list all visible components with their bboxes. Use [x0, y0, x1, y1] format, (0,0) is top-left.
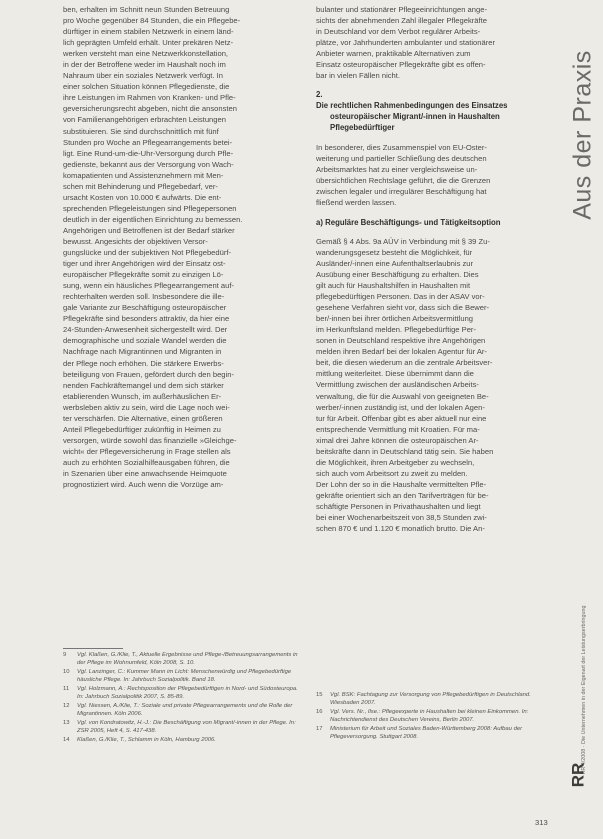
- text-line: gale Variante zur Beschäftigung osteuropäischer: [63, 303, 227, 313]
- text-line: pro Woche gegenüber 84 Stunden, die ein Pflegebe-: [63, 16, 241, 26]
- text-line: ber/-innen bei ihrer örtlichen Arbeitsvermittlung: [316, 314, 474, 324]
- section-title-line: Die rechtlichen Rahmenbedingungen des Einsatzes: [316, 101, 508, 111]
- footnote: [63, 737, 301, 745]
- text-line: Nachfrage nach Migrantinnen und Migranten in: [63, 347, 222, 357]
- text-line: Ausübung einer Beschäftigung zu erhalten. Dies: [316, 269, 479, 279]
- footnote: [316, 726, 556, 742]
- text-line: werber/-innen zuständig ist, und der lokalen Agen-: [316, 402, 485, 412]
- text-line: substituieren. Sie sind durchschnittlich mit fünf: [63, 126, 219, 136]
- text-line: In besonderer, dies Zusammenspiel von EU-Oster-: [316, 142, 487, 152]
- journal-logo: RR: [568, 762, 588, 788]
- text-line: sichts der abnehmenden Zahl illegaler Pflegekräfte: [316, 16, 487, 26]
- section-heading-2: [316, 90, 556, 133]
- text-line: wanderungsgesetz besteht die Möglichkeit, für: [316, 247, 473, 257]
- page-number: 313: [535, 818, 548, 827]
- footnote: [63, 703, 301, 719]
- right-intro-paragraph: [316, 4, 556, 81]
- footnote-text: Vgl. Holzmann, A.: Rechtsposition der Pflegebedürftigen in Nord- und Südosteuropa. In: Jahrbuch Sozialpolitik 2007, S. 85-89.: [77, 686, 298, 700]
- text-line: komapatienten und Assistenznehmern mit Men-: [63, 170, 224, 180]
- text-line: europäischer Pflegekräfte somit zu einzigen Lö-: [63, 270, 224, 280]
- footnote-number: 10: [63, 669, 70, 676]
- text-line: tiger und ihrer Angehörigen wird der Einsatz ost-: [63, 259, 226, 269]
- text-line: der Pflege noch erhöhen. Die stärkere Erwerbs-: [63, 358, 224, 368]
- text-line: prognostiziert wird. Auch wenn die Vorzüge am-: [63, 480, 224, 490]
- footnote-number: 9: [63, 652, 67, 658]
- text-line: mittlung weiterleitet. Diese übernimmt dann die: [316, 369, 474, 379]
- text-line: deutlich in der eigentlichen Einrichtung zu bemessen.: [63, 214, 243, 224]
- text-line: sung, wenn ein häusliches Pflegearrangement auf-: [63, 281, 234, 291]
- text-line: gekräfte orientiert sich an den Tarifverträgen für be-: [316, 490, 489, 500]
- footnote-number: 11: [63, 686, 70, 693]
- text-line: 24-Stunden-Anwesenheit sichergestellt wird. Der: [63, 325, 228, 335]
- text-line: beteiligung von Frauen, gefördert durch den begin-: [63, 369, 234, 379]
- section-title-line: osteuropäischer Migrant/-innen in Haushalten: [330, 111, 500, 121]
- footnote-number: 17: [316, 726, 323, 733]
- text-line: Der Lohn der so in die Haushalte vermittelten Pfle-: [316, 479, 487, 489]
- text-line: tur für Arbeit. Offenbar gibt es aber aktuell nur eine: [316, 413, 487, 423]
- side-title: [566, 40, 600, 230]
- footnote-number: 13: [63, 720, 70, 727]
- section-title: [316, 101, 556, 133]
- text-line: etablierenden Wunsch, im außerhäuslichen Er-: [63, 391, 222, 401]
- text-line: beit, die diesen wiederum an die zentrale Arbeitsver-: [316, 358, 493, 368]
- text-line: demographische und soziale Wandel werden die: [63, 336, 227, 346]
- text-line: dürftiger in einem stabilen Netzwerk in einem länd-: [63, 27, 234, 37]
- footnote-text: Vgl. BSK: Fachtagung zur Versorgung von Pflegebedürftigen in Deutschland. Wiesbaden 2007.: [330, 692, 531, 706]
- text-line: Vermittlung zwischen der ausländischen Arbeits-: [316, 380, 479, 390]
- section2-paragraph: [316, 142, 556, 208]
- text-line: gungslücke und der subjektiven Not Pflegebedürf-: [63, 248, 232, 258]
- text-line: verwaltung, die für die Auswahl von geeigneten Be-: [316, 391, 489, 401]
- text-line: beitskräfte dann in Deutschland tätig sein. Sie haben: [316, 446, 494, 456]
- right-column: [316, 4, 556, 534]
- text-line: pflegebedürftigen Personen. Das in der ASAV vor-: [316, 292, 485, 302]
- text-line: Anbieter warnen, praktikable Alternativen zum: [316, 49, 471, 59]
- text-line: sich auch vom Arbeitsort zu zweit zu melden.: [316, 468, 468, 478]
- footnote-number: 15: [316, 692, 323, 698]
- text-line: ximal drei Jahre können die osteuropäischen Ar-: [316, 435, 479, 445]
- text-line: Ausländer/-innen eine Aufenthaltserlaubnis zur: [316, 258, 474, 268]
- text-line: schen mit Behinderung und Pflegebedarf, ver-: [63, 181, 218, 191]
- footnote: [63, 652, 301, 668]
- text-line: auch zu erhöhten Sozialhilfeausgaben führen, die: [63, 457, 230, 467]
- text-line: plätze, vor Jahrhunderten ambulanter und stationärer: [316, 38, 495, 48]
- text-line: Arbeitsmarktes hat zu einer vergleichsweise un-: [316, 164, 478, 174]
- footnote-text: Vgl. Klaßen, G./Klie, T., Aktuelle Ergebnisse und Pflege-/Betreuungsarrangements in der Pflege im Wohnumfeld, Köln 2008, S. 10.: [77, 652, 298, 666]
- text-line: werbsleben aktiv zu sein, wird die Lage noch wei-: [63, 402, 230, 412]
- text-line: zwischen legaler und irregulärer Beschäftigung hat: [316, 186, 487, 196]
- footnote-text: Klaßen, G./Klie, T., Schlamm in Köln, Hamburg 2006.: [77, 737, 216, 744]
- footnote: [63, 720, 301, 736]
- text-line: ligt. Eine Rund-um-die-Uhr-Versorgung durch Pfle-: [63, 148, 234, 158]
- text-line: werken versteht man eine Netzwerkkonstellation,: [63, 49, 229, 59]
- text-line: bar in vielen Fällen nicht.: [316, 71, 400, 81]
- left-column: [63, 4, 301, 490]
- text-line: in Szenarien über eine anwachsende Heimquote: [63, 468, 227, 478]
- footnotes-right: [316, 692, 556, 743]
- text-line: fließend werden lassen.: [316, 197, 397, 207]
- subsection-heading-a: a) Reguläre Beschäftigungs- und Tätigkeitsoption: [316, 217, 501, 227]
- text-line: von Familienangehörigen erbrachten Leistungen: [63, 115, 226, 125]
- text-line: nenden Fachkräftemangel und dem sich stärker: [63, 380, 224, 390]
- text-line: einer solchen Situation können Pflegedienste, die: [63, 82, 230, 92]
- text-line: gesehene Verfahren sieht vor, dass sich die Bewer-: [316, 303, 490, 313]
- subsection-a-paragraph: [316, 236, 556, 534]
- text-line: wicht« der Pflegeversicherung in Frage stellen als: [63, 446, 231, 456]
- footnote-text: Vgl. Lanzinger, C.: Kummer Mann im Licht: Menschenwürdig und Pflegebedürftige häusliche Pflege. In: Jahrbuch Sozialpolitik. Band 18.: [77, 669, 292, 683]
- text-line: weiterung und partieller Schließung des deutschen: [316, 153, 487, 163]
- footnote-divider: [63, 648, 123, 649]
- text-line: gilt auch für Haushaltshilfen in Haushalten mit: [316, 281, 471, 291]
- footnote-number: 12: [63, 703, 70, 710]
- text-line: bulanter und stationärer Pflegeeinrichtungen ange-: [316, 5, 487, 14]
- side-title-text: Aus der Praxis: [568, 50, 597, 220]
- text-line: in Deutschland vor dem Verbot regulärer Arbeits-: [316, 27, 481, 37]
- text-line: Angehörigen und Betroffenen ist der Bedarf stärker: [63, 225, 235, 235]
- text-line: schen 870 € und 1.120 € monatlich brutto. Die An-: [316, 524, 485, 534]
- text-line: im Herkunftsland melden. Pflegebedürftige Per-: [316, 325, 476, 335]
- footnote: [316, 709, 556, 725]
- footnote: [63, 686, 301, 702]
- text-line: Pflegekräfte sind besonders attraktiv, da hier eine: [63, 314, 230, 324]
- footnote: [63, 669, 301, 685]
- text-line: Nahraum über ein soziales Netzwerk verfügt. In: [63, 71, 223, 81]
- footnote-text: Vgl. Vers. Nr., Ilse.: Pflegeexperte in Haushalten bei kleinen Einkommen. In: Nachrichtendienst des Deutschen Vereins, Berlin 2007.: [330, 709, 529, 723]
- text-line: bewusst. Angesichts der objektiven Versor-: [63, 236, 208, 246]
- text-line: ursacht Kosten von 10.000 € aufwärts. Die ent-: [63, 192, 222, 202]
- text-line: versorgen, würde sowohl das finanzielle »Gleichge-: [63, 435, 237, 445]
- section-number: 2.: [316, 90, 323, 100]
- text-line: schäftigte Personen in Privathaushalten und liegt: [316, 501, 481, 511]
- footnote-number: 14: [63, 737, 70, 744]
- text-line: geversicherungsrecht abgeben, nicht die ansonsten: [63, 104, 237, 114]
- text-line: in der der Betroffene weder im Haushalt noch im: [63, 60, 226, 70]
- text-line: bei einer Wochenarbeitszeit von 38,5 Stunden zwi-: [316, 513, 487, 523]
- text-line: die Möglichkeit, ihren Arbeitgeber zu wechseln,: [316, 457, 475, 467]
- footnote: [316, 692, 556, 708]
- text-line: ihre Leistungen im Rahmen von Kranken- und Pfle-: [63, 93, 236, 103]
- text-line: Stunden pro Woche an Pflegearrangements betei-: [63, 137, 233, 147]
- text-line: sprechenden Pflegeleistungen sind Pflegepersonen: [63, 203, 237, 213]
- footnotes-left: [63, 652, 301, 747]
- text-line: melden ihren Bedarf bei der lokalen Agentur für Ar-: [316, 347, 487, 357]
- text-line: Einsatz osteuropäischer Pflegekräfte gibt es offen-: [316, 60, 486, 70]
- text-line: ter verschärfen. Die Alternative, einen größeren: [63, 413, 223, 423]
- text-line: lich geprägten Umfeld erhält. Unter prekären Netz-: [63, 38, 234, 48]
- text-line: gedienste, bekannt aus der Versorgung von Wach-: [63, 159, 234, 169]
- text-line: Gemäß § 4 Abs. 9a AÜV in Verbindung mit § 39 Zu-: [316, 236, 490, 246]
- footnote-text: Ministerium für Arbeit und Soziales Baden-Württemberg 2008: Aufbau der Pflegeversorgung. Stuttgart 2008.: [330, 726, 523, 740]
- text-line: Anteil Pflegebedürftiger zukünftig in Heimen zu: [63, 424, 221, 434]
- side-credit-text: RR 4/2008 · Die Unternehmen in der Eigenart der Leistungserbringung: [581, 605, 587, 775]
- footnote-text: Vgl. von Kondratowitz, H.-J.: Die Beschäftigung von Migrant/-innen in der Pflege. In: ZSR 2005, Heft 4, S. 417-438.: [77, 720, 296, 735]
- text-line: sonen in Deutschland respektive ihre Angehörigen: [316, 336, 486, 346]
- text-line: übersichtlichen Rechtslage geführt, die die Grenzen: [316, 175, 491, 185]
- text-line: rechterhalten werden soll. Insbesondere die ille-: [63, 292, 225, 302]
- text-line: ben, erhalten im Schnitt neun Stunden Betreuung: [63, 5, 230, 14]
- text-line: entsprechende Vermittlung mit Kroatien. Für ma-: [316, 424, 480, 434]
- section-title-line: Pflegebedürftiger: [330, 122, 395, 132]
- footnote-text: Vgl. Niessen, A./Klie, T.: Soziale und private Pflegearrangements und die Rolle der Migrantinnen. Köln 2006.: [77, 703, 293, 718]
- footnote-number: 16: [316, 709, 323, 716]
